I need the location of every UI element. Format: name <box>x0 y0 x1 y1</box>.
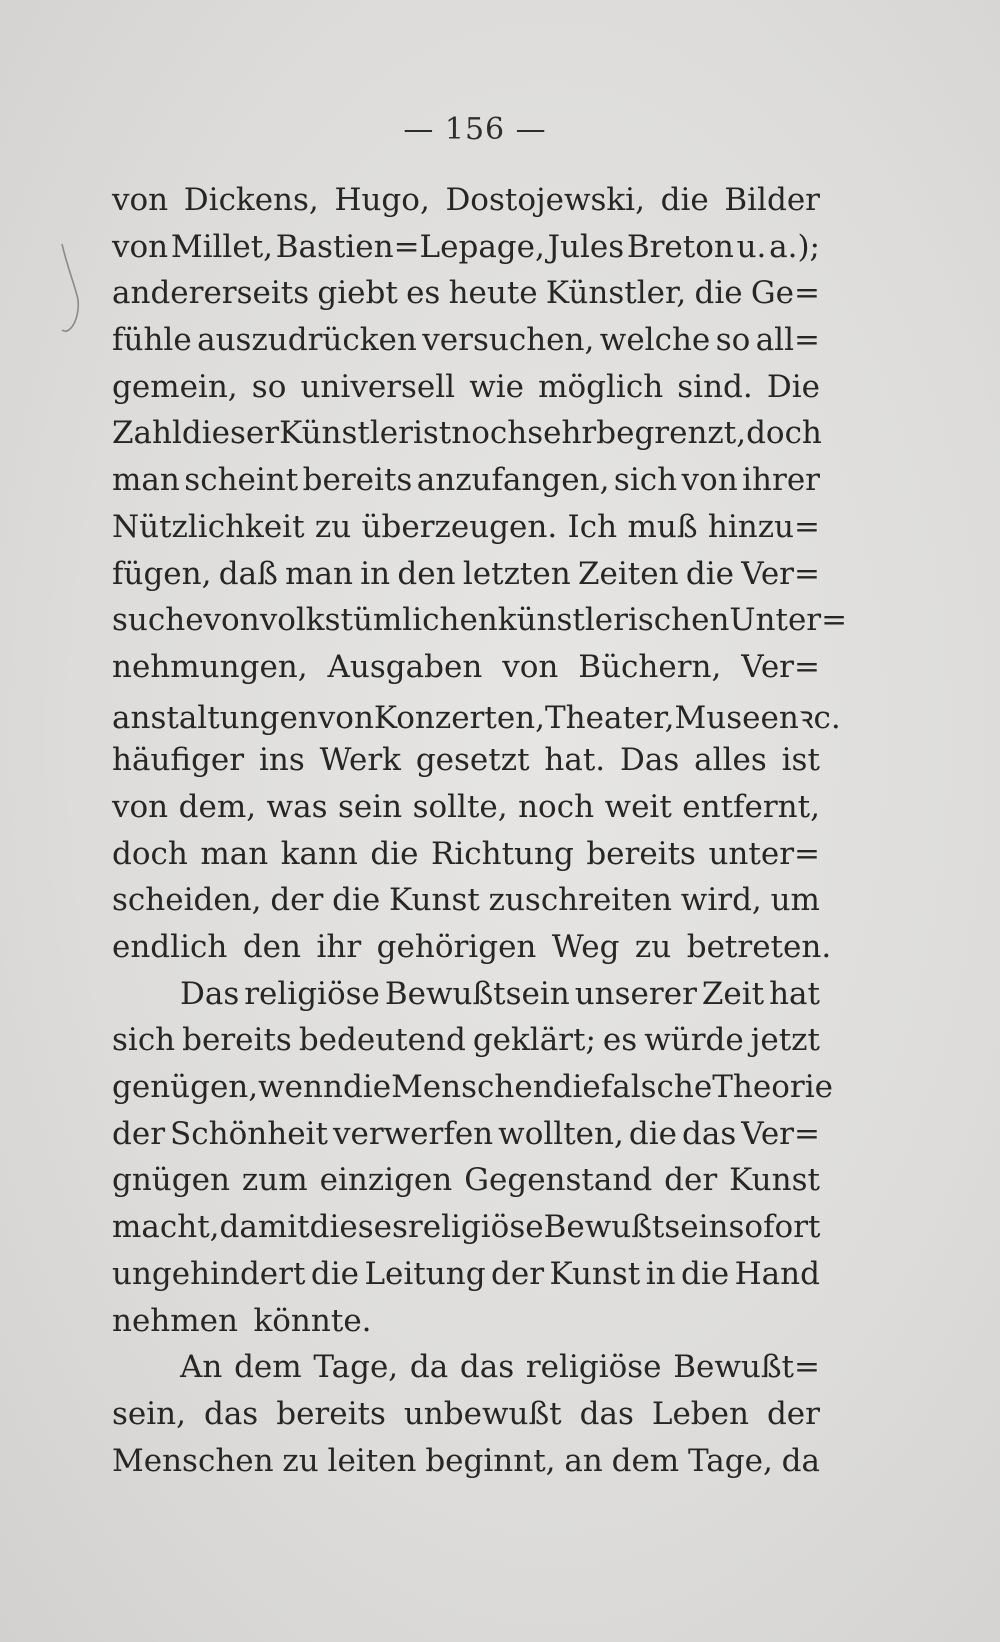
page-number: — 156 — <box>403 112 547 147</box>
text-line: genügen, wenn die Menschen die falsche Theorie <box>112 1069 833 1106</box>
text-line: suche von volkstümlichen künstlerischen Unter= <box>112 602 848 639</box>
text-line: endlich den ihr gehörigen Weg zu betreten. <box>112 929 832 965</box>
text-line: von Dickens, Hugo, Dostojewski, die Bilder <box>112 182 820 218</box>
text-line: fügen, daß man in den letzten Zeiten die Ver= <box>112 555 820 592</box>
pencil-margin-mark <box>52 240 86 340</box>
text-line: Zahl dieser Künstler ist noch sehr begrenzt, doch <box>112 415 822 452</box>
text-line: doch man kann die Richtung bereits unter= <box>112 835 820 872</box>
text-line: nehmen könnte. <box>112 1302 372 1339</box>
text-line: man scheint bereits anzufangen, sich von ihrer <box>112 462 820 499</box>
text-line: anstaltungen von Konzerten, Theater, Museen ꝛc. <box>112 699 841 736</box>
text-line: von Millet, Bastien=Lepage, Jules Breton u. a.); <box>112 228 820 265</box>
text-line: scheiden, der die Kunst zuschreiten wird, um <box>112 882 820 919</box>
text-line: An dem Tage, da das religiöse Bewußt= <box>180 1349 820 1386</box>
text-line: Das religiöse Bewußtsein unserer Zeit hat <box>180 975 820 1012</box>
text-line: sich bereits bedeutend geklärt; es würde jetzt <box>112 1022 820 1059</box>
text-line: der Schönheit verwerfen wollten, die das Ver= <box>112 1115 820 1152</box>
text-line: sein, das bereits unbewußt das Leben der <box>112 1395 820 1432</box>
text-line: ungehindert die Leitung der Kunst in die Hand <box>112 1255 820 1292</box>
text-line: macht, damit dieses religiöse Bewußtsein sofort <box>112 1209 821 1246</box>
text-line: fühle auszudrücken versuchen, welche so all= <box>112 322 820 359</box>
body-text <box>112 182 848 1489</box>
text-line: gemein, so universell wie möglich sind. Die <box>112 368 820 405</box>
text-line: Menschen zu leiten beginnt, an dem Tage, da <box>112 1442 820 1479</box>
text-line: nehmungen, Ausgaben von Büchern, Ver= <box>112 648 820 685</box>
text-line: Nützlichkeit zu überzeugen. Ich muß hinzu= <box>112 508 820 545</box>
text-line: von dem, was sein sollte, noch weit entfernt, <box>112 788 820 825</box>
text-line: gnügen zum einzigen Gegenstand der Kunst <box>112 1162 820 1199</box>
text-line: andererseits giebt es heute Künstler, die Ge= <box>112 275 820 312</box>
text-line: häufiger ins Werk gesetzt hat. Das alles ist <box>112 742 820 779</box>
